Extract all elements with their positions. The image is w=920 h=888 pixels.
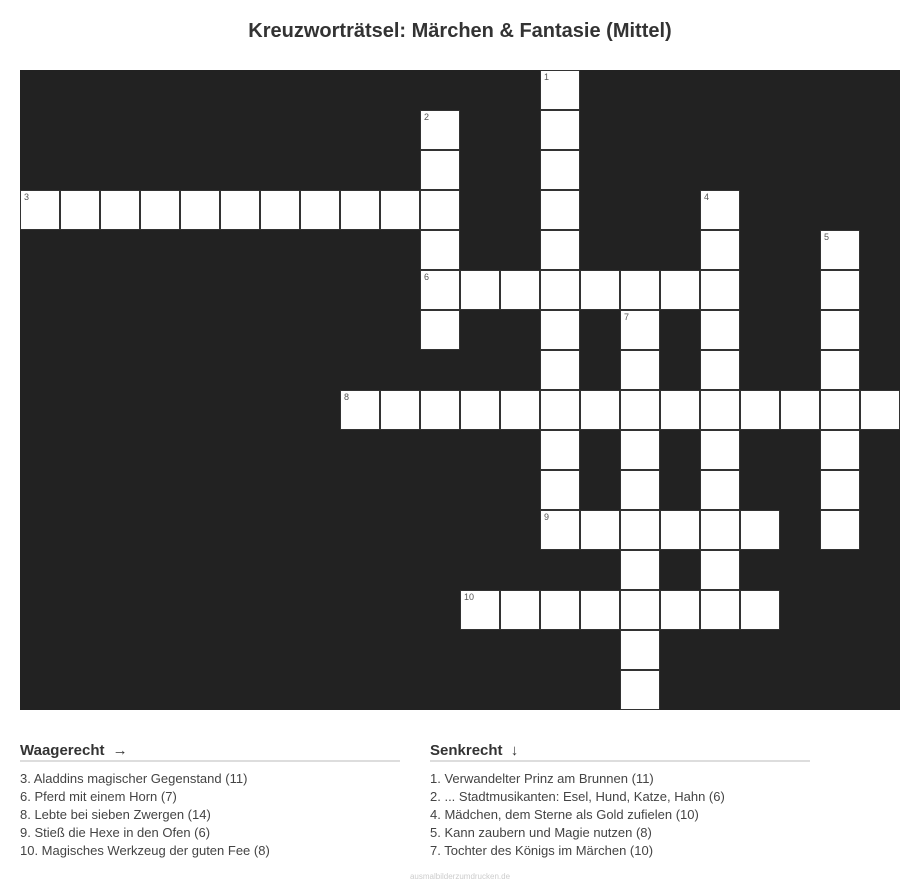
- crossword-cell[interactable]: [740, 390, 780, 430]
- crossword-cell[interactable]: [700, 230, 740, 270]
- crossword-cell[interactable]: [540, 430, 580, 470]
- crossword-cell[interactable]: [580, 590, 620, 630]
- crossword-cell[interactable]: [420, 310, 460, 350]
- clue-number: 5: [824, 232, 830, 242]
- clue-number: 3: [24, 192, 30, 202]
- crossword-cell[interactable]: [620, 550, 660, 590]
- crossword-cell[interactable]: [620, 310, 660, 350]
- arrow-right-icon: →: [112, 742, 128, 759]
- crossword-cell[interactable]: [340, 190, 380, 230]
- crossword-cell[interactable]: [660, 590, 700, 630]
- clue-number: 6: [424, 272, 430, 282]
- crossword-cell[interactable]: [460, 590, 500, 630]
- crossword-cell[interactable]: [700, 270, 740, 310]
- crossword-cell[interactable]: [620, 590, 660, 630]
- crossword-cell[interactable]: [580, 270, 620, 310]
- down-heading-label: Senkrecht: [430, 742, 503, 759]
- crossword-cell[interactable]: [700, 550, 740, 590]
- clue-across: 9. Stieß die Hexe in den Ofen (6): [20, 825, 211, 840]
- crossword-cell[interactable]: [660, 510, 700, 550]
- crossword-cell[interactable]: [500, 270, 540, 310]
- crossword-cell[interactable]: [60, 190, 100, 230]
- clue-down: 1. Verwandelter Prinz am Brunnen (11): [430, 771, 654, 786]
- clue-across: 8. Lebte bei sieben Zwergen (14): [20, 807, 211, 822]
- crossword-cell[interactable]: [340, 390, 380, 430]
- arrow-down-icon: ↓: [510, 742, 519, 759]
- crossword-cell[interactable]: [700, 430, 740, 470]
- crossword-cell[interactable]: [620, 350, 660, 390]
- crossword-cell[interactable]: [380, 190, 420, 230]
- crossword-cell[interactable]: [700, 590, 740, 630]
- crossword-cell[interactable]: [420, 230, 460, 270]
- crossword-cell[interactable]: [540, 510, 580, 550]
- crossword-cell[interactable]: [420, 270, 460, 310]
- crossword-cell[interactable]: [260, 190, 300, 230]
- clue-down: 5. Kann zaubern und Magie nutzen (8): [430, 825, 652, 840]
- crossword-cell[interactable]: [620, 510, 660, 550]
- crossword-cell[interactable]: [820, 350, 860, 390]
- crossword-cell[interactable]: [460, 390, 500, 430]
- crossword-cell[interactable]: [20, 190, 60, 230]
- crossword-cell[interactable]: [620, 630, 660, 670]
- crossword-cell[interactable]: [500, 590, 540, 630]
- crossword-cell[interactable]: [540, 390, 580, 430]
- across-heading-label: Waagerecht: [20, 742, 105, 759]
- crossword-cell[interactable]: [700, 190, 740, 230]
- crossword-cell[interactable]: [500, 390, 540, 430]
- crossword-cell[interactable]: [140, 190, 180, 230]
- crossword-cell[interactable]: [620, 270, 660, 310]
- crossword-cell[interactable]: [820, 430, 860, 470]
- crossword-cell[interactable]: [700, 390, 740, 430]
- crossword-cell[interactable]: [820, 310, 860, 350]
- crossword-cell[interactable]: [580, 390, 620, 430]
- across-heading: [20, 742, 400, 762]
- clue-number: 9: [544, 512, 550, 522]
- clue-number: 10: [464, 592, 475, 602]
- crossword-cell[interactable]: [700, 310, 740, 350]
- clue-down: 7. Tochter des Königs im Märchen (10): [430, 843, 654, 858]
- across-clues-section: [20, 742, 400, 860]
- crossword-cell[interactable]: [540, 150, 580, 190]
- crossword-cell[interactable]: [820, 230, 860, 270]
- crossword-cell[interactable]: [620, 430, 660, 470]
- clue-across: 10. Magisches Werkzeug der guten Fee (8): [20, 843, 270, 858]
- crossword-cell[interactable]: [460, 270, 500, 310]
- crossword-grid: [20, 70, 900, 710]
- crossword-cell[interactable]: [540, 110, 580, 150]
- clue-number: 4: [704, 192, 710, 202]
- crossword-cell[interactable]: [300, 190, 340, 230]
- page-title: Kreuzworträtsel: Märchen & Fantasie (Mittel): [248, 20, 672, 42]
- crossword-cell[interactable]: [540, 310, 580, 350]
- down-clues-section: [430, 742, 810, 860]
- crossword-cell[interactable]: [700, 350, 740, 390]
- crossword-cell[interactable]: [820, 510, 860, 550]
- crossword-cell[interactable]: [700, 470, 740, 510]
- crossword-cell[interactable]: [540, 230, 580, 270]
- crossword-cell[interactable]: [380, 390, 420, 430]
- crossword-cell[interactable]: [660, 270, 700, 310]
- crossword-cell[interactable]: [580, 510, 620, 550]
- clue-number: 7: [624, 312, 630, 322]
- down-heading: [430, 742, 810, 762]
- footer-watermark: ausmalbilderzumdrucken.de: [409, 872, 511, 881]
- crossword-cell[interactable]: [740, 510, 780, 550]
- crossword-cell[interactable]: [620, 670, 660, 710]
- crossword-cell[interactable]: [660, 390, 700, 430]
- crossword-cell[interactable]: [540, 590, 580, 630]
- clue-down: 4. Mädchen, dem Sterne als Gold zufielen (10): [430, 807, 699, 822]
- crossword-cell[interactable]: [540, 190, 580, 230]
- clue-number: 2: [424, 112, 430, 122]
- crossword-cell[interactable]: [100, 190, 140, 230]
- crossword-cell[interactable]: [820, 390, 860, 430]
- crossword-cell[interactable]: [420, 390, 460, 430]
- crossword-cell[interactable]: [620, 470, 660, 510]
- crossword-cell[interactable]: [860, 390, 900, 430]
- crossword-cell[interactable]: [740, 590, 780, 630]
- clue-number: 8: [344, 392, 350, 402]
- crossword-cell[interactable]: [220, 190, 260, 230]
- crossword-cell[interactable]: [420, 190, 460, 230]
- crossword-cell[interactable]: [540, 350, 580, 390]
- crossword-cell[interactable]: [540, 470, 580, 510]
- clue-down: 2. ... Stadtmusikanten: Esel, Hund, Katze, Hahn (6): [430, 789, 725, 804]
- crossword-cell[interactable]: [180, 190, 220, 230]
- crossword-cell[interactable]: [820, 270, 860, 310]
- crossword-cell[interactable]: [540, 270, 580, 310]
- crossword-cell[interactable]: [820, 470, 860, 510]
- crossword-cell[interactable]: [420, 150, 460, 190]
- clue-across: 3. Aladdins magischer Gegenstand (11): [20, 771, 248, 786]
- clue-number: 1: [544, 72, 550, 82]
- crossword-cell[interactable]: [700, 510, 740, 550]
- clue-across: 6. Pferd mit einem Horn (7): [20, 789, 177, 804]
- crossword-cell[interactable]: [420, 110, 460, 150]
- crossword-cell[interactable]: [540, 70, 580, 110]
- crossword-cell[interactable]: [780, 390, 820, 430]
- crossword-cell[interactable]: [620, 390, 660, 430]
